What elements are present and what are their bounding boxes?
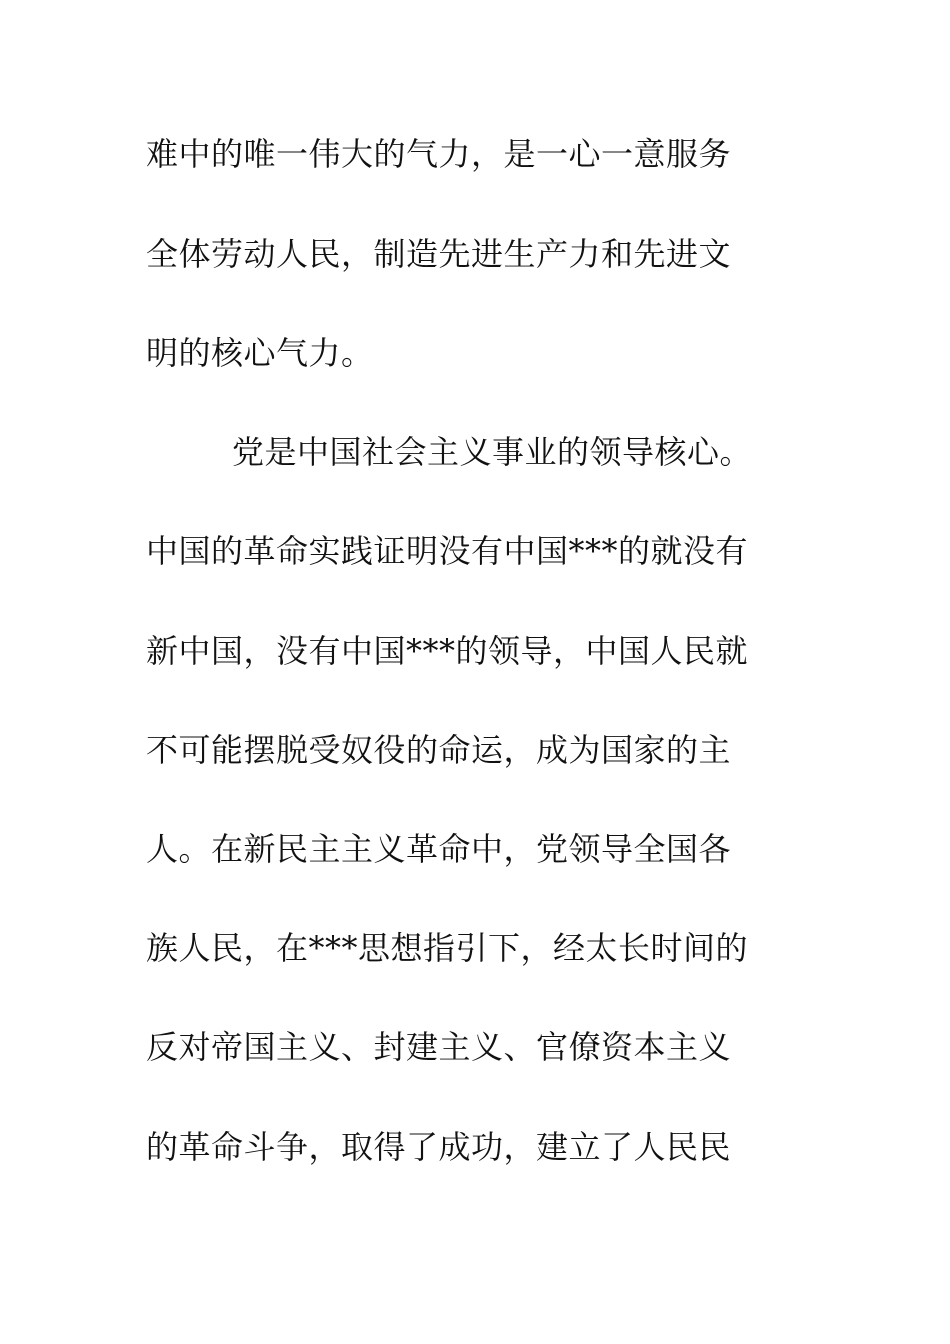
text-line-5: 中国的革命实践证明没有中国***的就没有 [146, 532, 749, 570]
text-line-11: 的革命斗争，取得了成功，建立了人民民 [146, 1128, 732, 1166]
paragraph-first-line: 党是中国社会主义事业的领导核心。 [232, 433, 753, 471]
text-line-1: 难中的唯一伟大的气力，是一心一意服务 [146, 135, 732, 173]
text-line-9: 族人民，在***思想指引下，经太长时间的 [146, 929, 749, 967]
text-line-10: 反对帝国主义、封建主义、官僚资本主义 [146, 1028, 732, 1066]
text-line-2: 全体劳动人民，制造先进生产力和先进文 [146, 235, 732, 273]
text-line-7: 不可能摆脱受奴役的命运，成为国家的主 [146, 731, 732, 769]
text-line-6: 新中国，没有中国***的领导，中国人民就 [146, 632, 749, 670]
text-line-8: 人。在新民主主义革命中，党领导全国各 [146, 830, 732, 868]
text-line-3: 明的核心气力。 [146, 334, 374, 372]
